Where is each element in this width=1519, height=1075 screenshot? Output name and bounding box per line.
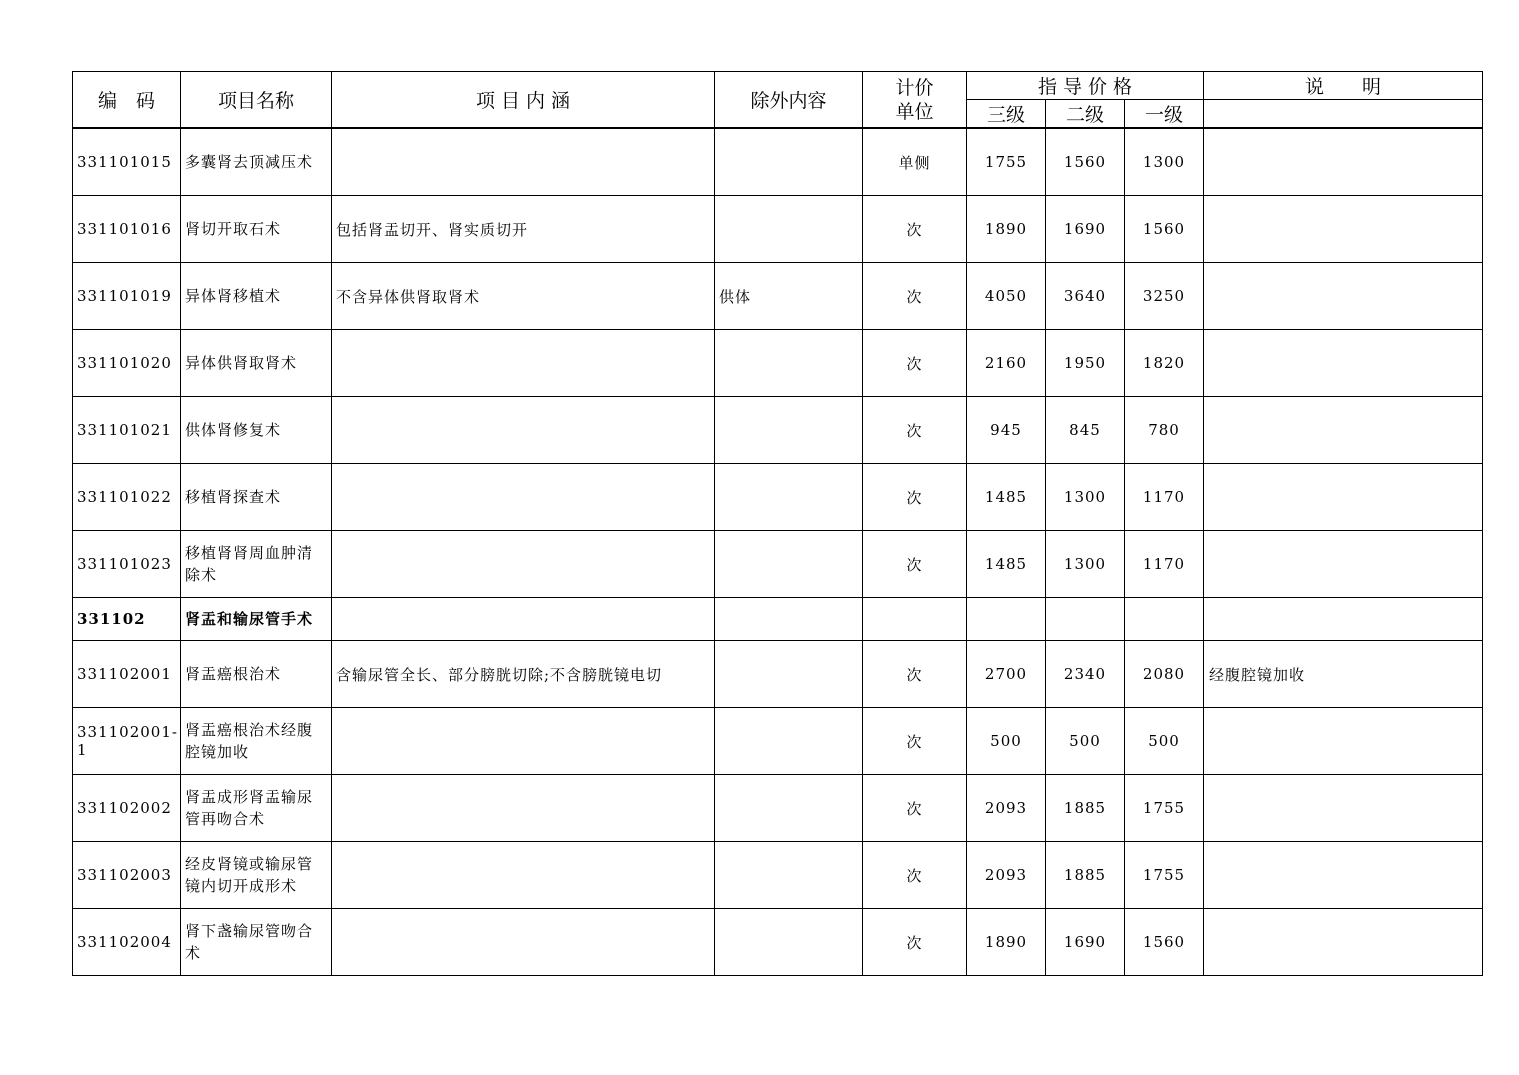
cell-price-level1 — [1125, 598, 1204, 641]
cell-unit: 次 — [863, 708, 967, 775]
cell-content — [332, 397, 715, 464]
cell-code: 331101023 — [73, 531, 181, 598]
cell-name: 经皮肾镜或输尿管镜内切开成形术 — [181, 842, 332, 909]
cell-price-level2 — [1046, 598, 1125, 641]
table-row — [73, 909, 1483, 976]
cell-code: 331102002 — [73, 775, 181, 842]
cell-note — [1204, 263, 1483, 330]
table-row — [73, 842, 1483, 909]
cell-unit: 次 — [863, 196, 967, 263]
cell-excluded — [715, 598, 863, 641]
header-unit — [863, 72, 967, 129]
cell-content — [332, 531, 715, 598]
cell-code: 331101020 — [73, 330, 181, 397]
cell-price-level1: 1170 — [1125, 464, 1204, 531]
cell-code: 331101015 — [73, 128, 181, 196]
cell-excluded — [715, 128, 863, 196]
cell-name: 肾盂成形肾盂输尿管再吻合术 — [181, 775, 332, 842]
cell-price-level1: 1170 — [1125, 531, 1204, 598]
cell-excluded — [715, 196, 863, 263]
cell-unit: 次 — [863, 330, 967, 397]
cell-note — [1204, 842, 1483, 909]
cell-code: 331101016 — [73, 196, 181, 263]
cell-price-level1: 1300 — [1125, 128, 1204, 196]
cell-price-level3: 945 — [967, 397, 1046, 464]
header-excluded: 除外内容 — [715, 72, 863, 129]
cell-excluded — [715, 641, 863, 708]
cell-unit: 次 — [863, 842, 967, 909]
cell-note — [1204, 128, 1483, 196]
header-note-sub — [1204, 100, 1483, 129]
cell-price-level2: 1300 — [1046, 464, 1125, 531]
cell-content — [332, 464, 715, 531]
cell-code: 331101022 — [73, 464, 181, 531]
cell-unit: 次 — [863, 397, 967, 464]
cell-price-level2: 500 — [1046, 708, 1125, 775]
cell-excluded — [715, 708, 863, 775]
cell-price-level3: 1485 — [967, 531, 1046, 598]
cell-price-level3 — [967, 598, 1046, 641]
cell-code: 331101019 — [73, 263, 181, 330]
cell-note — [1204, 330, 1483, 397]
cell-excluded — [715, 330, 863, 397]
table-row — [73, 641, 1483, 708]
header-level2: 二级 — [1046, 100, 1125, 129]
cell-price-level1: 1560 — [1125, 909, 1204, 976]
cell-note — [1204, 598, 1483, 641]
cell-note — [1204, 531, 1483, 598]
cell-price-level1: 780 — [1125, 397, 1204, 464]
cell-excluded — [715, 775, 863, 842]
header-content: 项 目 内 涵 — [332, 72, 715, 129]
cell-code: 331102001 — [73, 641, 181, 708]
cell-price-level3: 2160 — [967, 330, 1046, 397]
table-row — [73, 397, 1483, 464]
cell-price-level3: 2093 — [967, 842, 1046, 909]
cell-price-level2: 2340 — [1046, 641, 1125, 708]
cell-name: 肾下盏输尿管吻合术 — [181, 909, 332, 976]
cell-content — [332, 842, 715, 909]
header-level1: 一级 — [1125, 100, 1204, 129]
cell-note — [1204, 775, 1483, 842]
table-row — [73, 531, 1483, 598]
cell-name: 多囊肾去顶减压术 — [181, 128, 332, 196]
header-name: 项目名称 — [181, 72, 332, 129]
cell-note — [1204, 397, 1483, 464]
cell-excluded — [715, 909, 863, 976]
cell-code: 331102 — [73, 598, 181, 641]
cell-name: 供体肾修复术 — [181, 397, 332, 464]
cell-price-level2: 1690 — [1046, 909, 1125, 976]
cell-price-level2: 1300 — [1046, 531, 1125, 598]
cell-name: 异体供肾取肾术 — [181, 330, 332, 397]
cell-name: 肾盂癌根治术经腹腔镜加收 — [181, 708, 332, 775]
cell-unit: 次 — [863, 641, 967, 708]
cell-price-level1: 1560 — [1125, 196, 1204, 263]
cell-name: 异体肾移植术 — [181, 263, 332, 330]
cell-name: 肾盂癌根治术 — [181, 641, 332, 708]
header-level3: 三级 — [967, 100, 1046, 129]
cell-excluded — [715, 397, 863, 464]
table-row — [73, 263, 1483, 330]
cell-code: 331102003 — [73, 842, 181, 909]
table-row — [73, 330, 1483, 397]
table-row — [73, 464, 1483, 531]
table-row — [73, 775, 1483, 842]
cell-content — [332, 598, 715, 641]
table-row — [73, 196, 1483, 263]
cell-price-level2: 1690 — [1046, 196, 1125, 263]
cell-price-level3: 2700 — [967, 641, 1046, 708]
cell-name: 肾盂和输尿管手术 — [181, 598, 332, 641]
cell-price-level2: 1885 — [1046, 775, 1125, 842]
cell-price-level2: 1950 — [1046, 330, 1125, 397]
cell-unit: 次 — [863, 531, 967, 598]
header-unit-top: 计价 — [895, 76, 934, 99]
cell-content: 包括肾盂切开、肾实质切开 — [332, 196, 715, 263]
cell-name: 移植肾肾周血肿清除术 — [181, 531, 332, 598]
cell-price-level3: 4050 — [967, 263, 1046, 330]
cell-excluded — [715, 464, 863, 531]
cell-content — [332, 708, 715, 775]
table-row — [73, 708, 1483, 775]
header-code: 编 码 — [73, 72, 181, 129]
cell-unit: 次 — [863, 775, 967, 842]
cell-content: 含输尿管全长、部分膀胱切除;不含膀胱镜电切 — [332, 641, 715, 708]
cell-price-level3: 500 — [967, 708, 1046, 775]
cell-note — [1204, 708, 1483, 775]
cell-price-level3: 1890 — [967, 909, 1046, 976]
cell-price-level2: 1885 — [1046, 842, 1125, 909]
cell-name: 肾切开取石术 — [181, 196, 332, 263]
cell-content — [332, 128, 715, 196]
cell-content — [332, 330, 715, 397]
cell-content — [332, 775, 715, 842]
cell-note — [1204, 464, 1483, 531]
cell-unit: 次 — [863, 263, 967, 330]
section-row — [73, 598, 1483, 641]
cell-price-level1: 1755 — [1125, 842, 1204, 909]
table-body — [73, 128, 1483, 976]
cell-note — [1204, 909, 1483, 976]
cell-price-level1: 1820 — [1125, 330, 1204, 397]
cell-unit — [863, 598, 967, 641]
cell-price-level2: 3640 — [1046, 263, 1125, 330]
cell-excluded — [715, 531, 863, 598]
cell-note — [1204, 196, 1483, 263]
cell-price-level1: 3250 — [1125, 263, 1204, 330]
cell-name: 移植肾探查术 — [181, 464, 332, 531]
cell-note: 经腹腔镜加收 — [1204, 641, 1483, 708]
cell-price-level1: 2080 — [1125, 641, 1204, 708]
cell-price-level3: 1755 — [967, 128, 1046, 196]
cell-code: 331101021 — [73, 397, 181, 464]
cell-code: 331102004 — [73, 909, 181, 976]
cell-unit: 次 — [863, 464, 967, 531]
cell-excluded: 供体 — [715, 263, 863, 330]
cell-unit: 单侧 — [863, 128, 967, 196]
cell-code: 331102001-1 — [73, 708, 181, 775]
cell-excluded — [715, 842, 863, 909]
cell-content: 不含异体供肾取肾术 — [332, 263, 715, 330]
cell-price-level1: 500 — [1125, 708, 1204, 775]
cell-price-level2: 1560 — [1046, 128, 1125, 196]
cell-price-level3: 1485 — [967, 464, 1046, 531]
cell-price-level1: 1755 — [1125, 775, 1204, 842]
header-note: 说 明 — [1204, 72, 1483, 100]
cell-price-level2: 845 — [1046, 397, 1125, 464]
cell-content — [332, 909, 715, 976]
cell-unit: 次 — [863, 909, 967, 976]
price-table — [72, 71, 1483, 976]
header-unit-bottom: 单位 — [895, 100, 934, 123]
header-price-group: 指 导 价 格 — [967, 72, 1204, 100]
table-row — [73, 128, 1483, 196]
cell-price-level3: 2093 — [967, 775, 1046, 842]
cell-price-level3: 1890 — [967, 196, 1046, 263]
